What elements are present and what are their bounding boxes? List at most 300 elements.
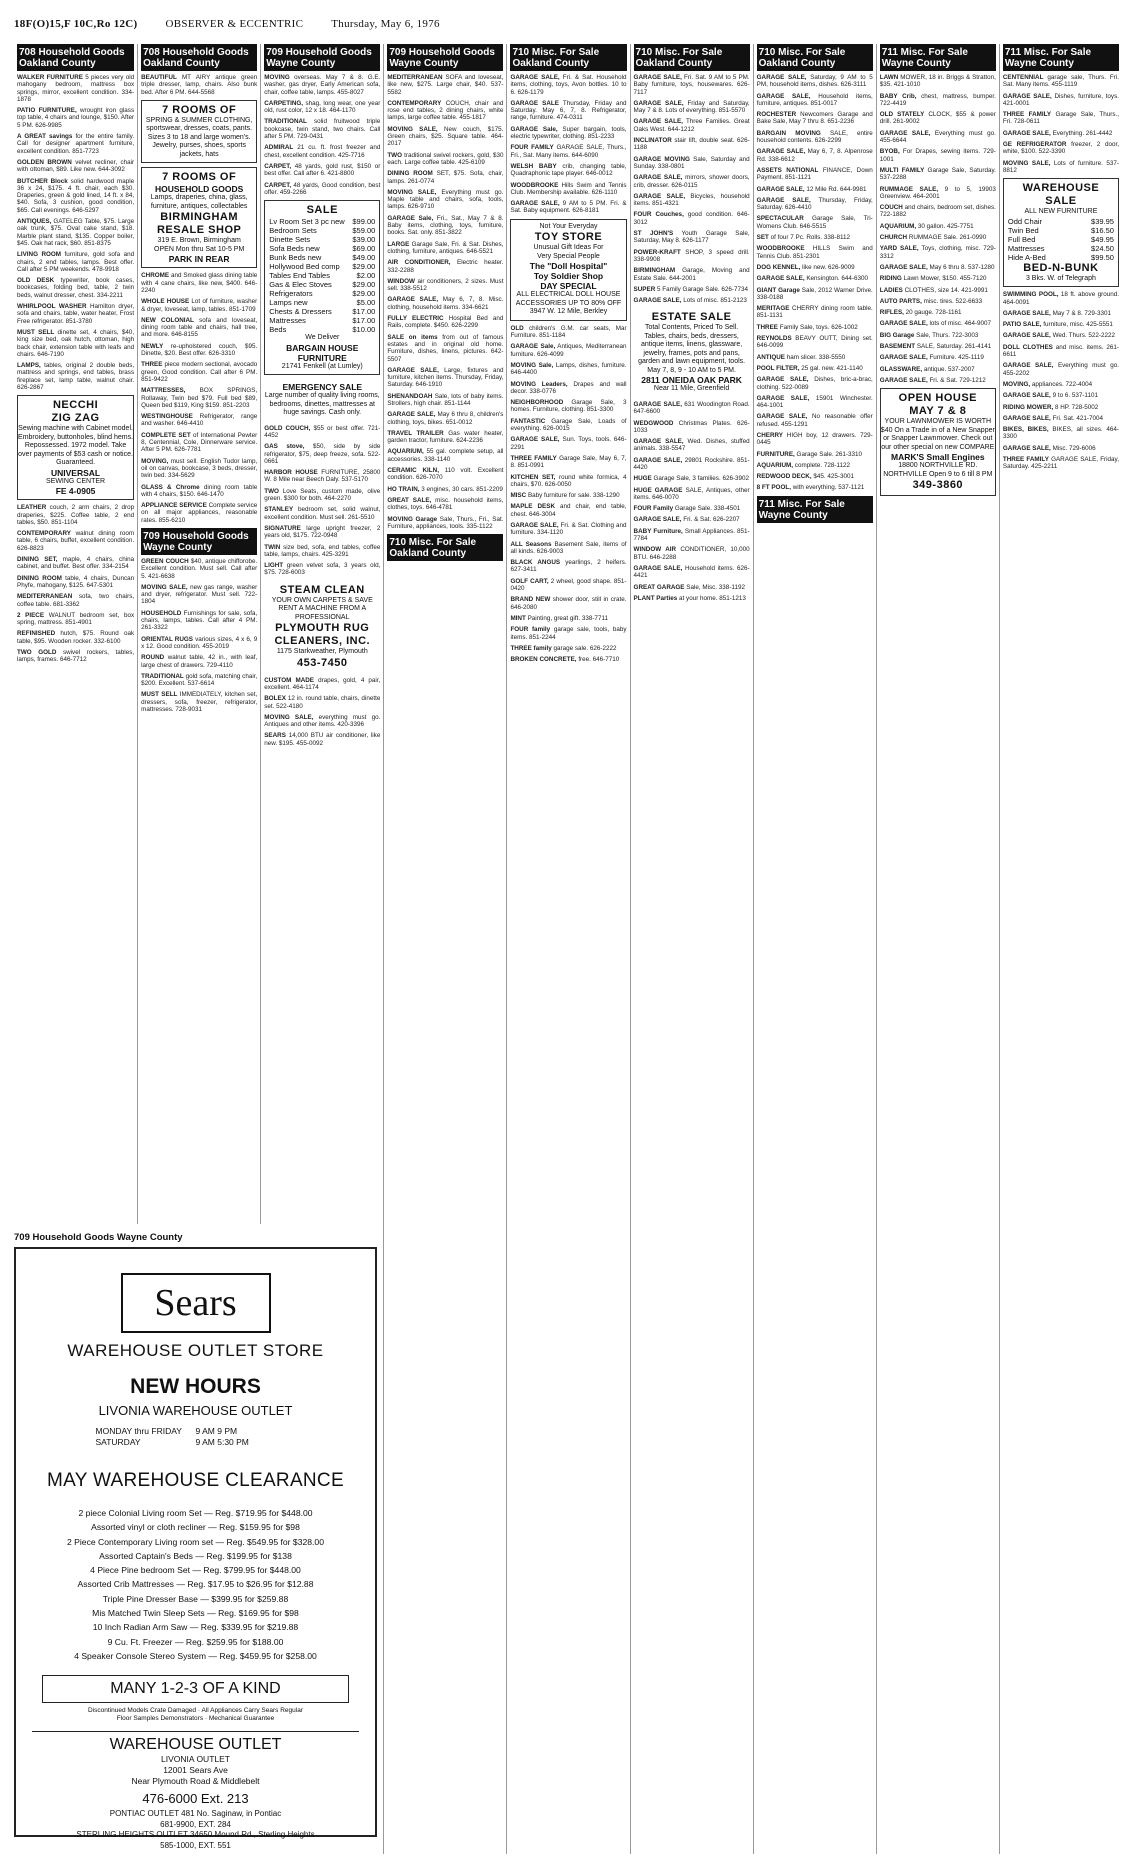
ad-text: complete. 728-1122 bbox=[794, 461, 850, 469]
item-price: $24.50 bbox=[1091, 243, 1114, 253]
ad-lead: WHOLE HOUSE bbox=[141, 298, 190, 306]
ad-text: must sell. English Tudor lamp, oil on canvas, bookcase, 3 beds, dresser, twin bed. 334-5629 bbox=[141, 457, 258, 480]
ad-lead: GARAGE SALE, bbox=[633, 74, 682, 81]
ad-lead: GREAT SALE, bbox=[387, 496, 432, 504]
item-price: $99.50 bbox=[1091, 252, 1114, 262]
ad-lead: POOL FILTER, bbox=[756, 364, 800, 372]
ad-text: misc. tires. 522-6633 bbox=[923, 297, 983, 305]
ad-text: wrought iron glass top table, 4 chairs and lounge, $150. After 5 PM. 626-9985 bbox=[17, 107, 135, 129]
ad-text: Garage Sale, Fri. & Sat. Dishes, clothing, furniture, antiques. 646-5521 bbox=[387, 240, 504, 255]
ad-lead: GARAGE SALE, bbox=[633, 400, 683, 408]
classified-ad bbox=[387, 334, 503, 363]
bargain-house-ad-title: SALE bbox=[306, 204, 338, 217]
ad-text: Newcomers Garage and Bake Sale, May 7 thru 8. 651-2236 bbox=[756, 111, 873, 126]
ad-text: sofa and loveseat, dining room table and chairs, hall tree, and more. 646-8155 bbox=[141, 316, 258, 339]
classified-ad bbox=[510, 559, 626, 574]
ad-lead: FOUR Family bbox=[633, 505, 674, 513]
ad-lead: ASSETS NATIONAL bbox=[756, 166, 819, 174]
ad-text: Everything. 261-4442 bbox=[1052, 129, 1113, 137]
ad-text: 2 wheel, good shape. 851-0420 bbox=[510, 577, 627, 593]
toy-store-ad-line2: TOY STORE bbox=[534, 231, 603, 244]
price-row bbox=[265, 235, 379, 244]
ad-text: CONDITIONER, 10,000 BTU. 646-2288 bbox=[633, 546, 750, 561]
clothing-ad-body: SPRING & SUMMER CLOTHING, sportswear, dresses, coats, pants. Sizes 3 to 18 and large women's. Jewelry, purses, shoes, sports jackets, hats bbox=[145, 116, 253, 158]
ad-text: Family Sale, toys. 626-1002 bbox=[779, 323, 858, 331]
ad-text: solid hardwood maple 36 x 24, $175. 4 ft. chair, each $30. Draperies, green & gold lined, 14 ft. x 84, $40. Sofa, 3 cushion, good condition, $65. Call evenings. 646-5297 bbox=[17, 177, 135, 214]
ad-lead: ROUND bbox=[141, 654, 165, 662]
item-price: $49.95 bbox=[1091, 234, 1114, 244]
classified-ad bbox=[17, 159, 134, 174]
masthead bbox=[14, 14, 1122, 34]
ad-text: dinette set, 4 chairs, $40, king size bed, oak hutch, ottoman, high back chair, extension table with leafs and chairs. 646-7190 bbox=[17, 328, 135, 358]
estate-sale-ad bbox=[634, 308, 750, 397]
ad-lead: LAMPS, bbox=[17, 362, 41, 370]
ad-text: couch, 2 arm chairs, 2 drop draperies, $225. Coffee table, 2 end tables, $50. 851-1104 bbox=[17, 504, 135, 526]
ad-lead: MATTRESSES, bbox=[141, 387, 186, 395]
classified-ad bbox=[141, 413, 257, 428]
ad-text: Bicycles, household items. 851-4321 bbox=[633, 192, 750, 208]
necchi-ad-line2: ZIG ZAG bbox=[51, 412, 100, 425]
ad-lead: GARAGE SALE, bbox=[510, 521, 559, 529]
ad-text: walnut table, 42 in., with leaf, large chest of drawers. 729-4110 bbox=[141, 654, 258, 669]
newspaper-name: OBSERVER & ECCENTRIC bbox=[165, 18, 304, 30]
ad-lead: REDWOOD DECK, bbox=[756, 473, 812, 481]
ad-lead: ANTIQUE bbox=[756, 353, 785, 361]
classified-ad bbox=[264, 525, 380, 540]
clothing-ad bbox=[141, 100, 257, 164]
ad-text: dining room table with 4 chairs, $150. 646-1470 bbox=[141, 483, 258, 498]
ad-text: Basement Sale, items of all kinds. 626-9003 bbox=[510, 540, 627, 555]
ad-lead: MUST SELL bbox=[141, 691, 178, 699]
ad-text: 48 yards, Good condition, best offer. 459-2266 bbox=[264, 181, 381, 196]
classified-ad bbox=[17, 329, 134, 358]
classified-ad bbox=[387, 497, 503, 512]
classified-ad bbox=[141, 502, 257, 524]
ad-text: Dishes, bric-a-brac, clothing. 522-0089 bbox=[756, 376, 873, 391]
ad-text: Everything must go. Maple table and chairs, sofa, tools, lamps. 626-9710 bbox=[387, 188, 504, 211]
ad-text: Fri. & Sat. 729-1212 bbox=[929, 376, 986, 384]
classified-ad bbox=[17, 362, 134, 391]
resale-shop-ad-body: Lamps, draperies, china, glass, furniture, antiques, collectables bbox=[150, 194, 248, 210]
toy-store-ad-addr: 3947 W. 12 Mile, Berkley bbox=[529, 308, 608, 316]
item-name: Bedroom Sets bbox=[269, 226, 317, 236]
weekday-label: MONDAY thru FRIDAY bbox=[95, 1426, 182, 1436]
ad-text: Sale, Saturday and Sunday. 338-0801 bbox=[633, 155, 750, 170]
item-name: Gas & Elec Stoves bbox=[269, 280, 332, 290]
section-header: 710 Misc. For Sale Oakland County bbox=[387, 534, 503, 561]
ad-text: SET, $75. Sofa, chair, lamps. 261-0774 bbox=[387, 170, 504, 185]
classified-ad bbox=[264, 732, 380, 747]
item-name: Lv Room Set 3 pc new bbox=[269, 217, 345, 227]
classified-ad bbox=[634, 487, 750, 502]
price-row bbox=[1004, 226, 1118, 235]
ad-text: Household items, furniture, antiques. 851-0017 bbox=[756, 92, 873, 107]
classified-ad bbox=[141, 272, 257, 294]
steam-clean-ad-name1: PLYMOUTH RUG bbox=[275, 622, 370, 635]
ad-lead: STANLEY bbox=[264, 506, 294, 514]
classified-ad bbox=[1003, 93, 1119, 108]
clearance-item: Assorted vinyl or cloth recliner — Reg. $159.95 for $98 bbox=[91, 1522, 300, 1533]
ad-lead: RUMMAGE SALE, bbox=[879, 185, 939, 193]
ad-lead: CUSTOM MADE bbox=[264, 676, 314, 684]
ad-lead: LARGE bbox=[387, 240, 410, 248]
sears-ad-frame bbox=[14, 1247, 377, 1850]
clearance-heading: MAY WAREHOUSE CLEARANCE bbox=[47, 1470, 344, 1491]
ad-lead: DINING ROOM bbox=[387, 170, 433, 178]
classified-ad bbox=[510, 492, 626, 499]
ad-lead: ORIENTAL RUGS bbox=[141, 635, 193, 643]
ad-lead: CONTEMPORARY bbox=[387, 99, 442, 107]
classified-ad bbox=[1003, 392, 1119, 399]
classified-ad bbox=[880, 234, 996, 241]
classified-ad bbox=[880, 264, 996, 271]
ad-lead: TRAVEL TRAILER bbox=[387, 429, 444, 437]
ad-text: FINANCE, Down Payment. 851-1121 bbox=[756, 166, 873, 182]
item-name: Hollywood Bed comp bbox=[269, 262, 340, 272]
classified-ad bbox=[141, 654, 257, 669]
ad-lead: WINDOW bbox=[387, 277, 415, 285]
warehouse-sale-ad-line3: ALL NEW FURNITURE bbox=[1024, 208, 1098, 216]
warehouse-outlet-heading: WAREHOUSE OUTLET bbox=[32, 1731, 359, 1754]
item-price: $39.00 bbox=[352, 235, 376, 245]
ad-lead: MINT bbox=[510, 614, 526, 622]
ad-lead: BYOB, bbox=[879, 148, 900, 156]
classified-ad bbox=[387, 448, 503, 463]
classified-ad bbox=[1003, 291, 1119, 306]
classified-ad bbox=[264, 714, 380, 729]
classified-ad bbox=[757, 462, 873, 469]
clearance-item: 9 Cu. Ft. Freezer — Reg. $259.95 for $188.00 bbox=[107, 1636, 284, 1647]
ad-text: 14,000 BTU air conditioner, like new. $195. 455-0092 bbox=[264, 732, 381, 747]
outlet-name: LIVONIA WAREHOUSE OUTLET bbox=[98, 1403, 293, 1418]
ad-text: Love Seats, custom made, olive green. $300 for both. 464-2270 bbox=[264, 487, 381, 503]
ad-lead: SHENANDOAH bbox=[387, 392, 433, 400]
section-header: 709 Household Goods Wayne County bbox=[14, 1232, 183, 1243]
ad-text: velvet recliner, chair with ottoman, $89. Like new. 644-3092 bbox=[17, 158, 135, 174]
ad-text: Lots of furniture. 537-8812 bbox=[1002, 159, 1119, 174]
bargain-house-note: We Deliver bbox=[305, 334, 340, 342]
ad-lead: DOLL CLOTHES bbox=[1002, 343, 1053, 351]
estate-sale-ad-addr: 2811 ONEIDA OAK PARK bbox=[641, 375, 742, 386]
classified-ad bbox=[880, 93, 996, 108]
necchi-ad-body: Sewing machine with Cabinet model. Embroidery, buttonholes, blind hems. Repossessed. 1972 model. Take over payments of $53 cash or notice. Guaranteed. bbox=[18, 425, 134, 467]
ad-lead: THREE FAMILY bbox=[510, 454, 557, 462]
address-line: Near Plymouth Road & Middlebelt bbox=[131, 1776, 260, 1787]
ad-text: and misc. items. 261-6611 bbox=[1002, 343, 1120, 359]
price-row bbox=[265, 253, 379, 262]
ad-text: Fri. Sat. 9 AM to 5 PM. Baby furniture, toys, housewares. 626-7117 bbox=[633, 74, 750, 96]
ad-lead: WEDGWOOD bbox=[633, 419, 674, 427]
ad-lead: GREEN COUCH bbox=[141, 558, 189, 565]
disclaimer-line: Discontinued Models Crate Damaged · All Appliances Carry Sears Regular bbox=[88, 1707, 303, 1715]
bargain-house-name: BARGAIN HOUSE FURNITURE bbox=[286, 342, 359, 363]
classified-ad bbox=[634, 74, 750, 96]
ad-lead: GARAGE SALE, bbox=[633, 564, 683, 572]
classified-ad bbox=[880, 204, 996, 219]
steam-clean-ad-name2: CLEANERS, INC. bbox=[274, 635, 371, 648]
ad-lead: GARAGE SALE, bbox=[879, 354, 928, 362]
ad-text: Wed. Thurs. 522-2222 bbox=[1052, 332, 1115, 340]
ad-text: MOWER, 18 in. Briggs & Stratton, $35. 421-1010 bbox=[879, 74, 996, 89]
ad-text: For Drapes, sewing items. 729-1001 bbox=[879, 148, 996, 163]
price-row bbox=[265, 226, 379, 235]
page-code: 18F(O)15,F 10C,Ro 12C) bbox=[14, 18, 138, 30]
price-row bbox=[1004, 244, 1118, 253]
classified-ad bbox=[634, 595, 750, 602]
ad-lead: DINING SET, bbox=[17, 556, 58, 564]
ad-lead: CARPETING, bbox=[264, 99, 304, 107]
clearance-item: Assorted Crib Mattresses — Reg. $17.95 to $26.95 for $12.88 bbox=[77, 1579, 314, 1590]
clearance-item: 4 Piece Pine bedroom Set — Reg. $799.95 for $448.00 bbox=[90, 1565, 301, 1576]
ad-text: 9 to 6. 537-1101 bbox=[1052, 392, 1098, 400]
ad-lead: GARAGE SALE bbox=[510, 99, 559, 107]
ad-lead: GARAGE SALE, bbox=[387, 411, 436, 419]
ad-lead: CARPET, bbox=[264, 162, 292, 170]
section-header: 709 Household Goods Wayne County bbox=[141, 528, 257, 555]
ad-lead: WELSH BABY bbox=[510, 162, 557, 170]
classified-ad bbox=[141, 317, 257, 339]
ad-lead: CHERRY bbox=[756, 431, 784, 439]
issue-date: Thursday, May 6, 1976 bbox=[331, 18, 440, 30]
classified-ad bbox=[880, 186, 996, 201]
ad-text: various sizes, 4 x 6, 9 x 12. Good condition. 455-2019 bbox=[141, 635, 258, 650]
classified-ad bbox=[880, 167, 996, 182]
ad-text: Sun. Toys, tools. 646-2291 bbox=[510, 436, 627, 451]
many-of-a-kind: MANY 1-2-3 OF A KIND bbox=[42, 1675, 349, 1703]
classified-ad bbox=[634, 286, 750, 293]
ad-text: Lamps, dishes, furniture. 646-4400 bbox=[510, 361, 627, 377]
weekday-hours: 9 AM 9 PM bbox=[195, 1426, 238, 1436]
ad-lead: WHIRLPOOL WASHER bbox=[17, 303, 87, 311]
outlet-phone: 476-6000 Ext. 213 bbox=[142, 1791, 249, 1807]
classified-ad bbox=[510, 626, 626, 641]
ad-lead: AIR CONDITIONER, bbox=[387, 259, 451, 267]
classified-ad bbox=[880, 320, 996, 327]
other-outlets bbox=[32, 1809, 359, 1851]
ad-text: Garage Sale, Thurs., Fri. 728-0611 bbox=[1002, 111, 1119, 126]
classified-ad bbox=[510, 399, 626, 414]
ad-lead: MISC bbox=[510, 492, 527, 500]
classified-ad bbox=[1003, 321, 1119, 328]
steam-clean-ad bbox=[264, 581, 380, 673]
ad-lead: CHROME bbox=[141, 272, 170, 280]
bargain-house-addr: 21741 Fenkell (at Lumley) bbox=[281, 362, 363, 370]
ad-lead: RIDING MOWER, bbox=[1002, 403, 1054, 411]
ad-text: Lawn Mower, $150. 455-7120 bbox=[903, 275, 987, 283]
item-name: Mattresses bbox=[269, 316, 306, 326]
ad-lead: LEATHER bbox=[17, 504, 47, 512]
clearance-item: 2 piece Colonial Living room Set — Reg. $719.95 for $448.00 bbox=[78, 1508, 313, 1518]
ad-lead: GARAGE SALE, bbox=[387, 366, 439, 374]
ad-lead: SALE on items bbox=[387, 333, 438, 341]
ad-text: chest, mattress, bumper. 722-4419 bbox=[879, 92, 996, 107]
price-row bbox=[265, 325, 379, 334]
ad-text: traditional swivel rockers, gold, $30 each. Large coffee table. 425-6109 bbox=[387, 151, 504, 166]
ad-text: yearlings, 2 heifers. 627-3411 bbox=[510, 559, 627, 574]
classified-ad bbox=[634, 420, 750, 435]
ad-lead: PATIO SALE, bbox=[1002, 321, 1042, 329]
classified-ad bbox=[880, 366, 996, 373]
classified-ad bbox=[387, 315, 503, 330]
ad-text: Hamilton dryer, sofa and chairs, table, water heater, Frost Free refrigerator. 851-3780 bbox=[17, 303, 135, 325]
ad-lead: GARAGE SALE, bbox=[633, 516, 682, 524]
classified-ad bbox=[634, 546, 750, 561]
classified-ad bbox=[17, 303, 134, 325]
classified-ad bbox=[17, 612, 134, 627]
ad-lead: OLD bbox=[510, 324, 524, 332]
ad-lead: MEDITERRANEAN bbox=[17, 593, 73, 601]
ad-lead: GLASSWARE, bbox=[879, 365, 923, 373]
resale-shop-ad-hours: OPEN Mon thru Sat 10-5 PM bbox=[154, 245, 245, 253]
steam-clean-ad-phone: 453-7450 bbox=[297, 656, 348, 669]
classified-ad bbox=[17, 530, 134, 552]
ad-text: swivel rockers, tables, lamps, frames. 646-7712 bbox=[17, 649, 135, 664]
ad-lead: BASEMENT bbox=[879, 343, 916, 351]
ad-lead: HOUSEHOLD bbox=[141, 609, 182, 617]
ad-text: $45. 425-3001 bbox=[813, 473, 854, 481]
item-name: Chests & Dressers bbox=[269, 307, 332, 317]
ad-text: GATELEG Table, $75. Large oak trunk, $75. Oval cake stand, $18. Marble plant stand, $135. Copper boiler, $45. Oak hat rack, $60. 851-8375 bbox=[17, 218, 135, 247]
classified-ad bbox=[757, 395, 873, 410]
classified-ad bbox=[264, 74, 380, 96]
ad-lead: BOLEX bbox=[264, 695, 286, 703]
ad-text: 18 ft. above ground. 464-0091 bbox=[1002, 291, 1119, 306]
classified-ad bbox=[634, 137, 750, 152]
classified-ad bbox=[141, 636, 257, 651]
ad-lead: FOUR Couches, bbox=[633, 211, 684, 219]
clearance-item: Assorted Captain's Beds — Reg. $199.95 for $138 bbox=[99, 1550, 292, 1561]
open-house-ad-line3: YOUR LAWNMOWER IS WORTH bbox=[884, 418, 992, 426]
clearance-item: 2 Piece Contemporary Living room set — Reg. $549.95 for $328.00 bbox=[66, 1536, 324, 1547]
ad-text: Garage Sale, Tri-Womens Club. 646-5515 bbox=[756, 215, 873, 230]
new-hours-heading: NEW HOURS bbox=[130, 1375, 261, 1398]
price-row bbox=[265, 298, 379, 307]
classified-ad bbox=[510, 596, 626, 611]
classified-ad bbox=[17, 133, 134, 155]
ad-lead: WINDOW AIR bbox=[633, 546, 677, 554]
ad-text: Antiques, Mediterranean furniture. 626-4099 bbox=[510, 343, 627, 358]
ad-lead: NEIGHBORHOOD bbox=[510, 399, 564, 407]
ad-text: drapes, gold, 4 pair, excellent. 464-1174 bbox=[264, 676, 381, 691]
ad-lead: GARAGE SALE, bbox=[756, 413, 808, 421]
resale-shop-ad-line2: HOUSEHOLD GOODS bbox=[155, 184, 244, 195]
item-name: Bunk Beds new bbox=[269, 253, 322, 263]
ad-text: ham slicer. 338-5550 bbox=[786, 353, 846, 361]
ad-lead: TWO bbox=[387, 151, 403, 159]
item-name: Odd Chair bbox=[1007, 216, 1043, 226]
ad-text: 3 engines, 30 cars. 851-2209 bbox=[421, 485, 503, 493]
ad-text: children's G.M. car seats, Mar Furniture. 851-1184 bbox=[510, 324, 627, 340]
item-price: $49.00 bbox=[352, 253, 376, 263]
classified-ad bbox=[634, 156, 750, 171]
ad-lead: POWER-KRAFT bbox=[633, 248, 681, 256]
ad-text: CHERRY dining room table. 851-1131 bbox=[756, 305, 873, 320]
ad-text: Hills Swim and Tennis Club. Membership available. 626-1110 bbox=[510, 181, 627, 196]
classified-ad bbox=[634, 249, 750, 264]
price-row bbox=[1004, 235, 1118, 244]
ad-text: piece modern sectional, avocado green, Good condition. Call after 6 PM. 851-9422 bbox=[141, 361, 258, 383]
classified-ad bbox=[634, 174, 750, 189]
ad-lead: HUGE bbox=[633, 475, 652, 483]
resale-shop-ad-line1: 7 ROOMS OF bbox=[162, 171, 237, 184]
classified-ad bbox=[880, 343, 996, 350]
item-price: $2.00 bbox=[356, 271, 376, 281]
item-name: Lamps new bbox=[269, 298, 308, 308]
classified-ad bbox=[880, 275, 996, 282]
ad-lead: LADIES bbox=[879, 286, 903, 294]
classified-ad bbox=[387, 189, 503, 211]
classified-ad bbox=[880, 332, 996, 339]
price-row bbox=[265, 217, 379, 226]
ad-text: mirrors, shower doors, crib, dresser. 626-0115 bbox=[633, 174, 750, 189]
ad-lead: GARAGE SALE, bbox=[510, 200, 560, 208]
ad-lead: MOVING SALE, bbox=[387, 188, 437, 196]
open-house-ad-phone: 349-3860 bbox=[912, 479, 964, 492]
item-name: Mattresses bbox=[1007, 243, 1045, 253]
section-header: 710 Misc. For Sale Oakland County bbox=[634, 44, 750, 71]
ad-lead: GOLD COUCH, bbox=[264, 424, 311, 432]
ad-lead: CONTEMPORARY bbox=[17, 530, 71, 538]
ad-lead: TRADITIONAL bbox=[141, 672, 184, 680]
price-row bbox=[1004, 217, 1118, 226]
item-price: $10.00 bbox=[352, 325, 376, 335]
classified-column bbox=[260, 44, 383, 1224]
ad-lead: OLD STATELY bbox=[879, 111, 925, 119]
ad-text: Household items. 626-4421 bbox=[633, 564, 750, 580]
ad-lead: TWO bbox=[264, 487, 279, 495]
steam-clean-ad-sub: YOUR OWN CARPETS & SAVE bbox=[271, 596, 373, 604]
classified-ad bbox=[510, 455, 626, 470]
classified-ad bbox=[634, 584, 750, 591]
address-line: 12001 Sears Ave bbox=[163, 1765, 228, 1776]
classified-ad bbox=[634, 401, 750, 416]
classified-ad bbox=[634, 475, 750, 482]
ad-text: Complete service on all major appliances, reasonable rates. 855-6210 bbox=[141, 502, 258, 524]
clearance-items bbox=[32, 1506, 359, 1663]
ad-text: Fri. & Sat. Household items, clothing, toys, Avon bottles. 10 to 6. 626-1179 bbox=[510, 74, 627, 96]
ad-text: typewriter, book cases, bookcases, folding bed, table, 2 twin beds, walnut dresser, chest. 334-2211 bbox=[17, 277, 135, 299]
clearance-item: Mis Matched Twin Sleep Sets — Reg. $169.95 for $98 bbox=[92, 1608, 299, 1619]
ad-text: Furniture. 425-1119 bbox=[929, 354, 984, 362]
price-row bbox=[265, 316, 379, 325]
classified-ad bbox=[264, 443, 380, 465]
item-name: Twin Bed bbox=[1007, 225, 1039, 235]
ad-text: Wed. Dishes, stuffed animals. 338-5547 bbox=[633, 438, 750, 453]
ad-text: furniture, gold sofa and chairs, 2 end tables, lamps. Best offer. Call after 5 PM weekends. 478-9918 bbox=[17, 251, 135, 273]
ad-text: maple, 4 chairs, china cabinet, and buffet. Best offer. 334-2154 bbox=[17, 556, 135, 571]
price-row bbox=[265, 307, 379, 316]
emergency-sale-ad-body: Large number of quality living rooms, bedrooms, dinettes, mattresses at huge savings. Cash only. bbox=[264, 392, 380, 417]
ad-lead: MOVING Garage bbox=[387, 515, 438, 523]
classified-ad bbox=[757, 484, 873, 491]
classified-ad bbox=[510, 381, 626, 396]
ad-lead: WESTINGHOUSE bbox=[141, 413, 193, 421]
resale-shop-ad-addr: 319 E. Brown, Birmingham bbox=[157, 237, 241, 245]
classified-ad bbox=[141, 343, 257, 358]
warehouse-sale-ad-line1: WAREHOUSE bbox=[1022, 182, 1100, 195]
ad-lead: THREE FAMILY bbox=[1002, 456, 1049, 464]
ad-text: Garage Sale, Saturday. 537-2288 bbox=[879, 166, 996, 182]
classified-ad bbox=[387, 126, 503, 148]
ad-text: CLOCK, $55 & power drill. 261-9002 bbox=[879, 111, 996, 126]
ad-lead: GARAGE SALE, bbox=[756, 376, 809, 384]
ad-text: May 6, 7, 8. Misc. clothing, household items. 334-6621 bbox=[387, 296, 504, 311]
ad-text: everything must go. Antiques and other items. 420-3396 bbox=[264, 713, 381, 729]
ad-lead: SPECTACULAR bbox=[756, 215, 804, 223]
warehouse-sale-ad-line2: SALE bbox=[1045, 195, 1077, 208]
ad-text: Refrigerator, range and washer. 646-4410 bbox=[141, 413, 258, 428]
classified-ad bbox=[757, 245, 873, 260]
